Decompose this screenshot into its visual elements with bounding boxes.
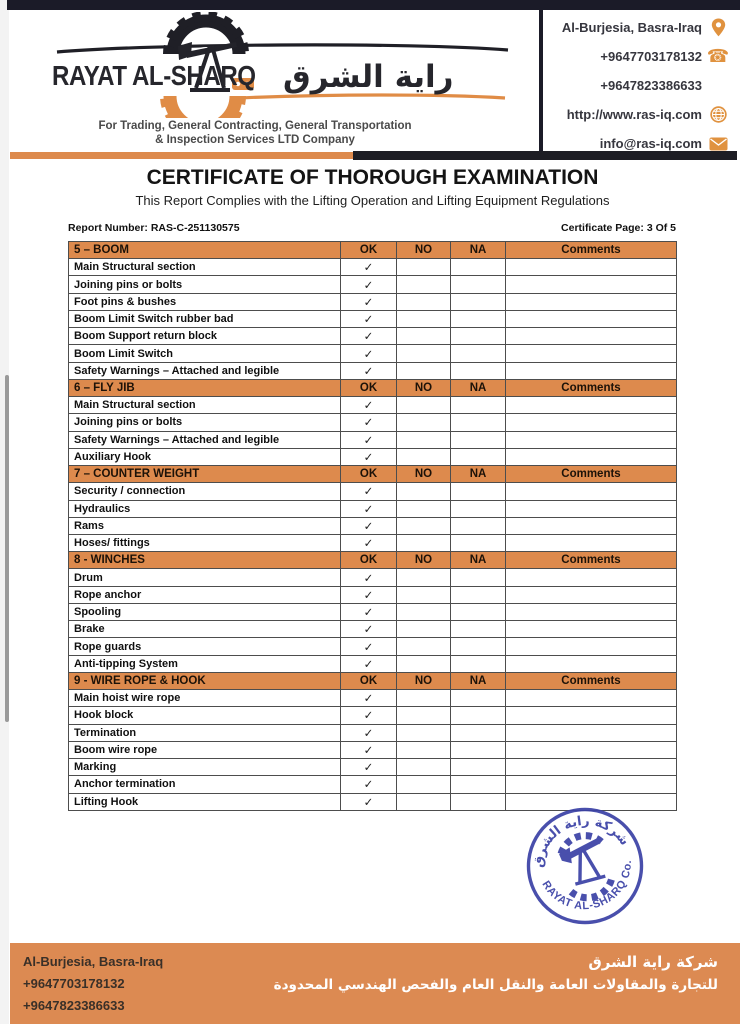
column-header-comments: Comments xyxy=(506,552,677,569)
column-header-na: NA xyxy=(451,380,506,397)
website-text[interactable]: http://www.ras-iq.com xyxy=(566,107,702,122)
company-name-ar: راية الشرق xyxy=(283,59,454,95)
comments-cell xyxy=(506,638,677,655)
item-label: Boom Support return block xyxy=(69,328,341,345)
no-cell xyxy=(397,707,451,724)
ok-cell: ✓ xyxy=(341,776,397,793)
na-cell xyxy=(451,449,506,466)
column-header-ok: OK xyxy=(341,466,397,483)
contact-address xyxy=(545,13,734,42)
na-cell xyxy=(451,328,506,345)
ok-cell: ✓ xyxy=(341,707,397,724)
top-border-bar xyxy=(7,0,740,10)
item-label: Anchor termination xyxy=(69,776,341,793)
no-cell xyxy=(397,690,451,707)
comments-cell xyxy=(506,518,677,535)
footer-company-name-ar: شركة راية الشرق xyxy=(588,953,718,971)
na-cell xyxy=(451,345,506,362)
item-label: Main Structural section xyxy=(69,397,341,414)
ok-cell: ✓ xyxy=(341,535,397,552)
item-row xyxy=(69,483,677,500)
comments-cell xyxy=(506,294,677,311)
ok-cell: ✓ xyxy=(341,621,397,638)
column-header-comments: Comments xyxy=(506,466,677,483)
comments-cell xyxy=(506,569,677,586)
no-cell xyxy=(397,794,451,811)
comments-cell xyxy=(506,690,677,707)
contact-phone1 xyxy=(545,42,734,71)
na-cell xyxy=(451,276,506,293)
na-cell xyxy=(451,311,506,328)
item-label: Brake xyxy=(69,621,341,638)
ok-cell: ✓ xyxy=(341,742,397,759)
company-logo xyxy=(40,12,560,118)
section-title: 5 – BOOM xyxy=(69,242,341,259)
no-cell xyxy=(397,501,451,518)
na-cell xyxy=(451,569,506,586)
ok-cell: ✓ xyxy=(341,276,397,293)
item-row xyxy=(69,707,677,724)
divider-bar-black xyxy=(353,151,737,160)
stamp-text-en: RAYAT AL-SHARQ Co. xyxy=(539,859,635,913)
item-row xyxy=(69,759,677,776)
company-tagline xyxy=(40,119,470,147)
column-header-no: NO xyxy=(397,380,451,397)
comments-cell xyxy=(506,535,677,552)
contact-list xyxy=(545,13,734,158)
column-header-na: NA xyxy=(451,242,506,259)
ok-cell: ✓ xyxy=(341,328,397,345)
ok-cell: ✓ xyxy=(341,363,397,380)
item-label: Auxiliary Hook xyxy=(69,449,341,466)
item-row xyxy=(69,345,677,362)
comments-cell xyxy=(506,449,677,466)
section-header-row xyxy=(69,242,677,259)
column-header-na: NA xyxy=(451,466,506,483)
phone1-text: +9647703178132 xyxy=(600,49,702,64)
section-title: 7 – COUNTER WEIGHT xyxy=(69,466,341,483)
comments-cell xyxy=(506,345,677,362)
section-header-row xyxy=(69,552,677,569)
item-row xyxy=(69,656,677,673)
column-header-no: NO xyxy=(397,466,451,483)
section-header-row xyxy=(69,380,677,397)
item-label: Spooling xyxy=(69,604,341,621)
na-cell xyxy=(451,690,506,707)
comments-cell xyxy=(506,587,677,604)
item-label: Hook block xyxy=(69,707,341,724)
stamp-pumpjack-icon xyxy=(556,831,617,903)
no-cell xyxy=(397,449,451,466)
na-cell xyxy=(451,397,506,414)
page-title: CERTIFICATE OF THOROUGH EXAMINATION xyxy=(146,166,599,189)
item-label: Lifting Hook xyxy=(69,794,341,811)
location-pin-icon xyxy=(702,18,734,37)
stamp-text-arabic: شركة راية الشرق xyxy=(531,813,632,869)
item-row xyxy=(69,501,677,518)
item-row xyxy=(69,311,677,328)
comments-cell xyxy=(506,259,677,276)
item-label: Anti-tipping System xyxy=(69,656,341,673)
no-cell xyxy=(397,397,451,414)
na-cell xyxy=(451,621,506,638)
item-row xyxy=(69,569,677,586)
address-text: Al-Burjesia, Basra-Iraq xyxy=(561,20,702,35)
ok-cell: ✓ xyxy=(341,759,397,776)
no-cell xyxy=(397,569,451,586)
item-row xyxy=(69,776,677,793)
na-cell xyxy=(451,707,506,724)
item-label: Boom Limit Switch xyxy=(69,345,341,362)
comments-cell xyxy=(506,363,677,380)
na-cell xyxy=(451,483,506,500)
footer-phone2: +9647823386633 xyxy=(23,998,125,1013)
item-row xyxy=(69,363,677,380)
certificate-page: Certificate Page: 3 Of 5 xyxy=(561,222,676,234)
no-cell xyxy=(397,776,451,793)
comments-cell xyxy=(506,483,677,500)
item-row xyxy=(69,259,677,276)
comments-cell xyxy=(506,501,677,518)
comments-cell xyxy=(506,604,677,621)
footer-contact xyxy=(23,951,163,1017)
column-header-na: NA xyxy=(451,673,506,690)
ok-cell: ✓ xyxy=(341,690,397,707)
tagline-line1: For Trading, General Contracting, General Transportation xyxy=(98,120,412,132)
item-label: Drum xyxy=(69,569,341,586)
header-divider xyxy=(539,8,543,156)
globe-icon xyxy=(702,106,734,123)
scrollbar[interactable] xyxy=(5,375,9,722)
ok-cell: ✓ xyxy=(341,311,397,328)
item-label: Rams xyxy=(69,518,341,535)
no-cell xyxy=(397,535,451,552)
item-label: Main hoist wire rope xyxy=(69,690,341,707)
divider-bar-orange xyxy=(10,152,353,159)
ok-cell: ✓ xyxy=(341,587,397,604)
item-row xyxy=(69,328,677,345)
no-cell xyxy=(397,259,451,276)
ok-cell: ✓ xyxy=(341,345,397,362)
comments-cell xyxy=(506,276,677,293)
page-subtitle: This Report Complies with the Lifting Operation and Lifting Equipment Regulations xyxy=(135,193,610,208)
column-header-ok: OK xyxy=(341,552,397,569)
ok-cell: ✓ xyxy=(341,483,397,500)
na-cell xyxy=(451,363,506,380)
no-cell xyxy=(397,638,451,655)
logo-swoosh-top xyxy=(57,45,508,52)
item-row xyxy=(69,621,677,638)
section-title: 8 - WINCHES xyxy=(69,552,341,569)
no-cell xyxy=(397,725,451,742)
na-cell xyxy=(451,742,506,759)
footer-phone1: +9647703178132 xyxy=(23,976,125,991)
no-cell xyxy=(397,656,451,673)
column-header-ok: OK xyxy=(341,673,397,690)
na-cell xyxy=(451,776,506,793)
ok-cell: ✓ xyxy=(341,449,397,466)
column-header-comments: Comments xyxy=(506,242,677,259)
item-row xyxy=(69,690,677,707)
item-row xyxy=(69,414,677,431)
ok-cell: ✓ xyxy=(341,518,397,535)
na-cell xyxy=(451,725,506,742)
comments-cell xyxy=(506,759,677,776)
item-row xyxy=(69,518,677,535)
item-row xyxy=(69,725,677,742)
column-header-no: NO xyxy=(397,242,451,259)
report-meta-row xyxy=(68,222,676,234)
na-cell xyxy=(451,604,506,621)
ok-cell: ✓ xyxy=(341,569,397,586)
section-header-row xyxy=(69,466,677,483)
comments-cell xyxy=(506,776,677,793)
na-cell xyxy=(451,794,506,811)
item-row xyxy=(69,432,677,449)
section-title: 6 – FLY JIB xyxy=(69,380,341,397)
na-cell xyxy=(451,759,506,776)
item-row xyxy=(69,604,677,621)
item-label: Joining pins or bolts xyxy=(69,414,341,431)
no-cell xyxy=(397,742,451,759)
na-cell xyxy=(451,518,506,535)
no-cell xyxy=(397,345,451,362)
column-header-no: NO xyxy=(397,673,451,690)
column-header-no: NO xyxy=(397,552,451,569)
no-cell xyxy=(397,276,451,293)
item-label: Marking xyxy=(69,759,341,776)
na-cell xyxy=(451,501,506,518)
na-cell xyxy=(451,294,506,311)
comments-cell xyxy=(506,742,677,759)
no-cell xyxy=(397,311,451,328)
no-cell xyxy=(397,363,451,380)
no-cell xyxy=(397,621,451,638)
item-label: Security / connection xyxy=(69,483,341,500)
comments-cell xyxy=(506,311,677,328)
ok-cell: ✓ xyxy=(341,397,397,414)
item-row xyxy=(69,294,677,311)
footer-company-arabic xyxy=(274,950,718,996)
item-label: Safety Warnings – Attached and legible xyxy=(69,432,341,449)
item-row xyxy=(69,449,677,466)
footer-address: Al-Burjesia, Basra-Iraq xyxy=(23,954,164,969)
tagline-line2: & Inspection Services LTD Company xyxy=(155,134,355,146)
na-cell xyxy=(451,587,506,604)
na-cell xyxy=(451,638,506,655)
na-cell xyxy=(451,535,506,552)
company-name-en: RAYAT AL-SHARQ xyxy=(52,59,256,92)
item-label: Joining pins or bolts xyxy=(69,276,341,293)
ok-cell: ✓ xyxy=(341,259,397,276)
item-row xyxy=(69,587,677,604)
item-label: Hoses/ fittings xyxy=(69,535,341,552)
ok-cell: ✓ xyxy=(341,656,397,673)
item-row xyxy=(69,638,677,655)
comments-cell xyxy=(506,725,677,742)
envelope-icon xyxy=(702,137,734,151)
comments-cell xyxy=(506,656,677,673)
na-cell xyxy=(451,656,506,673)
footer xyxy=(10,943,740,1024)
logo-swoosh-bottom xyxy=(238,95,505,98)
item-label: Boom Limit Switch rubber bad xyxy=(69,311,341,328)
comments-cell xyxy=(506,414,677,431)
telephone-icon: ☎ xyxy=(706,46,730,67)
no-cell xyxy=(397,587,451,604)
comments-cell xyxy=(506,432,677,449)
column-header-comments: Comments xyxy=(506,673,677,690)
item-row xyxy=(69,535,677,552)
contact-phone2 xyxy=(545,71,734,100)
item-label: Termination xyxy=(69,725,341,742)
ok-cell: ✓ xyxy=(341,725,397,742)
na-cell xyxy=(451,259,506,276)
item-label: Rope anchor xyxy=(69,587,341,604)
company-stamp xyxy=(521,802,649,930)
ok-cell: ✓ xyxy=(341,794,397,811)
column-header-ok: OK xyxy=(341,380,397,397)
section-title: 9 - WIRE ROPE & HOOK xyxy=(69,673,341,690)
inspection-table xyxy=(68,241,677,811)
item-row xyxy=(69,742,677,759)
comments-cell xyxy=(506,707,677,724)
phone2-text: +9647823386633 xyxy=(600,78,702,93)
section-header-row xyxy=(69,673,677,690)
ok-cell: ✓ xyxy=(341,432,397,449)
item-label: Safety Warnings – Attached and legible xyxy=(69,363,341,380)
item-row xyxy=(69,397,677,414)
ok-cell: ✓ xyxy=(341,604,397,621)
item-label: Rope guards xyxy=(69,638,341,655)
no-cell xyxy=(397,483,451,500)
comments-cell xyxy=(506,621,677,638)
item-label: Boom wire rope xyxy=(69,742,341,759)
no-cell xyxy=(397,604,451,621)
no-cell xyxy=(397,328,451,345)
na-cell xyxy=(451,414,506,431)
email-text[interactable]: info@ras-iq.com xyxy=(599,136,702,151)
na-cell xyxy=(451,432,506,449)
no-cell xyxy=(397,414,451,431)
column-header-na: NA xyxy=(451,552,506,569)
item-row xyxy=(69,276,677,293)
column-header-ok: OK xyxy=(341,242,397,259)
item-label: Foot pins & bushes xyxy=(69,294,341,311)
ok-cell: ✓ xyxy=(341,501,397,518)
ok-cell: ✓ xyxy=(341,638,397,655)
no-cell xyxy=(397,518,451,535)
comments-cell xyxy=(506,328,677,345)
item-label: Hydraulics xyxy=(69,501,341,518)
no-cell xyxy=(397,759,451,776)
report-number: Report Number: RAS-C-251130575 xyxy=(68,222,240,234)
no-cell xyxy=(397,432,451,449)
footer-company-desc-ar: للتجارة والمقاولات العامة والنقل العام والفحص الهندسي المحدودة xyxy=(273,977,718,993)
no-cell xyxy=(397,294,451,311)
comments-cell xyxy=(506,397,677,414)
contact-website[interactable] xyxy=(545,100,734,129)
ok-cell: ✓ xyxy=(341,294,397,311)
column-header-comments: Comments xyxy=(506,380,677,397)
ok-cell: ✓ xyxy=(341,414,397,431)
item-label: Main Structural section xyxy=(69,259,341,276)
